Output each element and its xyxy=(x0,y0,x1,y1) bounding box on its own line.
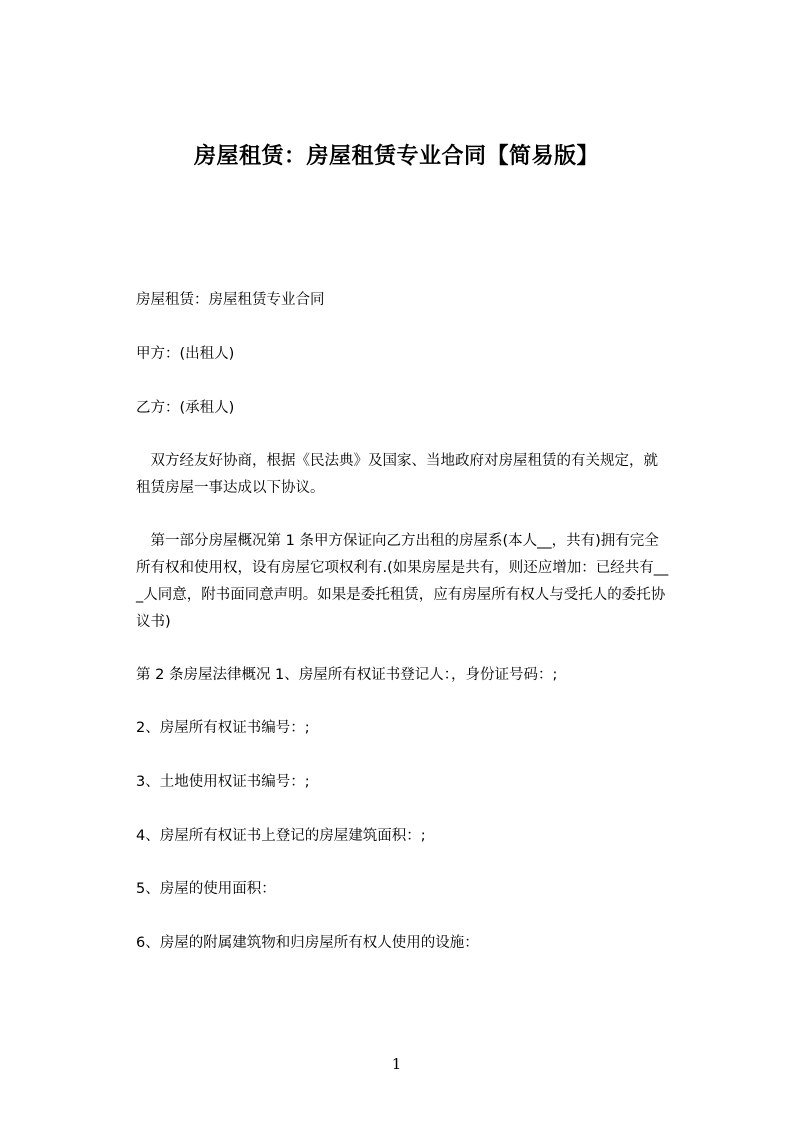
party-b-paragraph: 乙方：(承租人) xyxy=(136,400,235,416)
article2-paragraph: 第 2 条房屋法律概况 1、房屋所有权证书登记人：，身份证号码：; xyxy=(136,667,558,683)
item6-paragraph: 6、房屋的附属建筑物和归房屋所有权人使用的设施： xyxy=(136,935,479,951)
item4-paragraph: 4、房屋所有权证书上登记的房屋建筑面积：; xyxy=(136,828,426,844)
item5-paragraph: 5、房屋的使用面积： xyxy=(136,881,276,897)
item3-paragraph: 3、土地使用权证书编号：; xyxy=(136,774,310,790)
part1-line: 议书) xyxy=(136,614,171,630)
part1-line: 第一部分房屋概况第 1 条甲方保证向乙方出租的房屋系(本人__，共有)拥有完全 xyxy=(136,533,659,549)
item2-paragraph: 2、房屋所有权证书编号：; xyxy=(136,720,310,736)
party-a-paragraph: 甲方：(出租人) xyxy=(136,346,235,362)
part1-line: _人同意，附书面同意声明。如果是委托租赁，应有房屋所有权人与受托人的委托协 xyxy=(136,587,666,603)
page-number: 1 xyxy=(391,1055,402,1073)
document-title: 房屋租赁：房屋租赁专业合同【简易版】 xyxy=(193,144,599,169)
intro-paragraph xyxy=(136,448,706,502)
part1-line: 所有权和使用权，设有房屋它项权利有.(如果房屋是共有，则还应增加：已经共有__ xyxy=(136,560,669,576)
subtitle-paragraph: 房屋租赁：房屋租赁专业合同 xyxy=(136,292,325,308)
intro-line: 租赁房屋一事达成以下协议。 xyxy=(136,480,325,496)
part1-paragraph xyxy=(136,528,706,636)
intro-line: 双方经友好协商，根据《民法典》及国家、当地政府对房屋租赁的有关规定，就 xyxy=(136,453,658,469)
